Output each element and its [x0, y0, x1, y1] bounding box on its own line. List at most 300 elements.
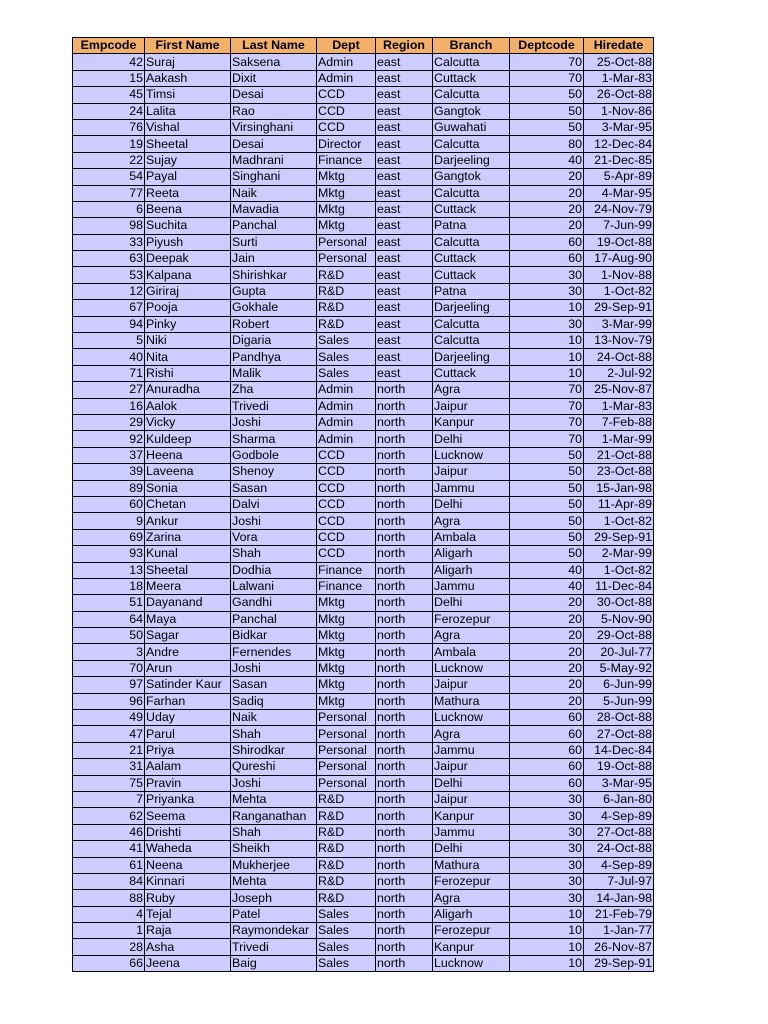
hiredate-cell: 14-Jan-98 — [584, 890, 654, 906]
branch-cell: Calcutta — [433, 185, 510, 201]
hiredate-cell: 3-Mar-95 — [584, 775, 654, 791]
branch-cell: Kanpur — [433, 939, 510, 955]
region-cell: east — [376, 103, 433, 119]
table-row — [73, 923, 654, 939]
last-name-cell: Godbole — [231, 447, 317, 463]
table-row — [73, 185, 654, 201]
hiredate-cell: 4-Sep-89 — [584, 857, 654, 873]
header-hiredate: Hiredate — [584, 38, 654, 54]
first-name-cell: Priyanka — [145, 791, 231, 807]
table-row — [73, 70, 654, 86]
deptcode-cell: 20 — [510, 201, 584, 217]
branch-cell: Ambala — [433, 529, 510, 545]
first-name-cell: Sujay — [145, 152, 231, 168]
hiredate-cell: 27-Oct-88 — [584, 726, 654, 742]
first-name-cell: Sheetal — [145, 562, 231, 578]
branch-cell: Delhi — [433, 841, 510, 857]
dept-cell: Sales — [317, 939, 376, 955]
hiredate-cell: 26-Oct-88 — [584, 87, 654, 103]
branch-cell: Calcutta — [433, 316, 510, 332]
deptcode-cell: 10 — [510, 906, 584, 922]
table-row — [73, 791, 654, 807]
deptcode-cell: 50 — [510, 447, 584, 463]
table-row — [73, 595, 654, 611]
empcode-cell: 84 — [73, 873, 145, 889]
branch-cell: Patna — [433, 218, 510, 234]
branch-cell: Delhi — [433, 595, 510, 611]
first-name-cell: Jeena — [145, 955, 231, 971]
last-name-cell: Sharma — [231, 431, 317, 447]
first-name-cell: Seema — [145, 808, 231, 824]
deptcode-cell: 40 — [510, 578, 584, 594]
header-deptcode: Deptcode — [510, 38, 584, 54]
table-row — [73, 742, 654, 758]
empcode-cell: 96 — [73, 693, 145, 709]
dept-cell: R&D — [317, 824, 376, 840]
dept-cell: Mktg — [317, 628, 376, 644]
last-name-cell: Joshi — [231, 660, 317, 676]
deptcode-cell: 10 — [510, 365, 584, 381]
empcode-cell: 71 — [73, 365, 145, 381]
table-row — [73, 873, 654, 889]
region-cell: north — [376, 398, 433, 414]
branch-cell: Gangtok — [433, 169, 510, 185]
empcode-cell: 1 — [73, 923, 145, 939]
dept-cell: Sales — [317, 923, 376, 939]
last-name-cell: Shirishkar — [231, 267, 317, 283]
first-name-cell: Kuldeep — [145, 431, 231, 447]
region-cell: east — [376, 333, 433, 349]
empcode-cell: 12 — [73, 283, 145, 299]
header-last-name: Last Name — [231, 38, 317, 54]
empcode-cell: 39 — [73, 464, 145, 480]
dept-cell: Sales — [317, 955, 376, 971]
branch-cell: Lucknow — [433, 447, 510, 463]
empcode-cell: 19 — [73, 136, 145, 152]
dept-cell: CCD — [317, 480, 376, 496]
empcode-cell: 29 — [73, 414, 145, 430]
last-name-cell: Malik — [231, 365, 317, 381]
table-row — [73, 906, 654, 922]
table-row — [73, 693, 654, 709]
region-cell: north — [376, 447, 433, 463]
region-cell: north — [376, 939, 433, 955]
deptcode-cell: 60 — [510, 234, 584, 250]
empcode-cell: 66 — [73, 955, 145, 971]
hiredate-cell: 23-Oct-88 — [584, 464, 654, 480]
first-name-cell: Sonia — [145, 480, 231, 496]
first-name-cell: Piyush — [145, 234, 231, 250]
dept-cell: CCD — [317, 447, 376, 463]
last-name-cell: Singhani — [231, 169, 317, 185]
deptcode-cell: 20 — [510, 595, 584, 611]
deptcode-cell: 60 — [510, 759, 584, 775]
empcode-cell: 70 — [73, 660, 145, 676]
dept-cell: CCD — [317, 529, 376, 545]
first-name-cell: Dayanand — [145, 595, 231, 611]
branch-cell: Ambala — [433, 644, 510, 660]
table-row — [73, 660, 654, 676]
last-name-cell: Panchal — [231, 611, 317, 627]
empcode-cell: 93 — [73, 546, 145, 562]
hiredate-cell: 1-Jan-77 — [584, 923, 654, 939]
dept-cell: Mktg — [317, 185, 376, 201]
last-name-cell: Desai — [231, 87, 317, 103]
first-name-cell: Anuradha — [145, 382, 231, 398]
deptcode-cell: 30 — [510, 791, 584, 807]
last-name-cell: Rao — [231, 103, 317, 119]
hiredate-cell: 28-Oct-88 — [584, 710, 654, 726]
table-row — [73, 841, 654, 857]
table-row — [73, 939, 654, 955]
deptcode-cell: 10 — [510, 939, 584, 955]
table-row — [73, 87, 654, 103]
empcode-cell: 33 — [73, 234, 145, 250]
first-name-cell: Lalita — [145, 103, 231, 119]
table-row — [73, 300, 654, 316]
deptcode-cell: 30 — [510, 316, 584, 332]
region-cell: east — [376, 316, 433, 332]
branch-cell: Cuttack — [433, 251, 510, 267]
dept-cell: CCD — [317, 87, 376, 103]
hiredate-cell: 25-Nov-87 — [584, 382, 654, 398]
hiredate-cell: 20-Jul-77 — [584, 644, 654, 660]
branch-cell: Darjeeling — [433, 300, 510, 316]
first-name-cell: Pravin — [145, 775, 231, 791]
employee-table — [72, 37, 654, 972]
first-name-cell: Suraj — [145, 54, 231, 70]
branch-cell: Guwahati — [433, 119, 510, 135]
first-name-cell: Kunal — [145, 546, 231, 562]
dept-cell: Sales — [317, 365, 376, 381]
deptcode-cell: 60 — [510, 742, 584, 758]
first-name-cell: Raja — [145, 923, 231, 939]
first-name-cell: Ankur — [145, 513, 231, 529]
region-cell: north — [376, 906, 433, 922]
branch-cell: Calcutta — [433, 54, 510, 70]
region-cell: north — [376, 562, 433, 578]
region-cell: east — [376, 152, 433, 168]
last-name-cell: Pandhya — [231, 349, 317, 365]
hiredate-cell: 24-Nov-79 — [584, 201, 654, 217]
first-name-cell: Uday — [145, 710, 231, 726]
empcode-cell: 46 — [73, 824, 145, 840]
hiredate-cell: 26-Nov-87 — [584, 939, 654, 955]
table-row — [73, 464, 654, 480]
first-name-cell: Giriraj — [145, 283, 231, 299]
deptcode-cell: 60 — [510, 251, 584, 267]
hiredate-cell: 2-Mar-99 — [584, 546, 654, 562]
last-name-cell: Surti — [231, 234, 317, 250]
empcode-cell: 6 — [73, 201, 145, 217]
branch-cell: Mathura — [433, 693, 510, 709]
branch-cell: Lucknow — [433, 710, 510, 726]
dept-cell: R&D — [317, 267, 376, 283]
branch-cell: Jammu — [433, 742, 510, 758]
dept-cell: Mktg — [317, 693, 376, 709]
table-body — [73, 54, 654, 972]
last-name-cell: Mehta — [231, 873, 317, 889]
dept-cell: R&D — [317, 808, 376, 824]
branch-cell: Agra — [433, 628, 510, 644]
hiredate-cell: 1-Oct-82 — [584, 283, 654, 299]
table-row — [73, 562, 654, 578]
dept-cell: R&D — [317, 791, 376, 807]
branch-cell: Agra — [433, 513, 510, 529]
table-row — [73, 726, 654, 742]
dept-cell: Sales — [317, 333, 376, 349]
dept-cell: R&D — [317, 316, 376, 332]
dept-cell: Sales — [317, 349, 376, 365]
table-row — [73, 169, 654, 185]
table-row — [73, 267, 654, 283]
empcode-cell: 49 — [73, 710, 145, 726]
table-row — [73, 890, 654, 906]
empcode-cell: 92 — [73, 431, 145, 447]
last-name-cell: Joshi — [231, 414, 317, 430]
empcode-cell: 89 — [73, 480, 145, 496]
first-name-cell: Andre — [145, 644, 231, 660]
dept-cell: Sales — [317, 906, 376, 922]
last-name-cell: Virsinghani — [231, 119, 317, 135]
last-name-cell: Fernendes — [231, 644, 317, 660]
table-row — [73, 496, 654, 512]
table-row — [73, 349, 654, 365]
deptcode-cell: 20 — [510, 185, 584, 201]
deptcode-cell: 30 — [510, 808, 584, 824]
table-row — [73, 546, 654, 562]
deptcode-cell: 10 — [510, 955, 584, 971]
first-name-cell: Reeta — [145, 185, 231, 201]
region-cell: east — [376, 218, 433, 234]
branch-cell: Ferozepur — [433, 611, 510, 627]
branch-cell: Gangtok — [433, 103, 510, 119]
branch-cell: Agra — [433, 726, 510, 742]
hiredate-cell: 3-Mar-99 — [584, 316, 654, 332]
last-name-cell: Sasan — [231, 480, 317, 496]
table-row — [73, 480, 654, 496]
hiredate-cell: 5-Jun-99 — [584, 693, 654, 709]
branch-cell: Jammu — [433, 578, 510, 594]
branch-cell: Agra — [433, 890, 510, 906]
first-name-cell: Payal — [145, 169, 231, 185]
first-name-cell: Niki — [145, 333, 231, 349]
header-empcode: Empcode — [73, 38, 145, 54]
last-name-cell: Madhrani — [231, 152, 317, 168]
empcode-cell: 42 — [73, 54, 145, 70]
last-name-cell: Gokhale — [231, 300, 317, 316]
last-name-cell: Digaria — [231, 333, 317, 349]
region-cell: east — [376, 87, 433, 103]
deptcode-cell: 30 — [510, 890, 584, 906]
branch-cell: Ferozepur — [433, 873, 510, 889]
region-cell: north — [376, 808, 433, 824]
table-row — [73, 955, 654, 971]
region-cell: north — [376, 628, 433, 644]
first-name-cell: Zarina — [145, 529, 231, 545]
deptcode-cell: 40 — [510, 152, 584, 168]
first-name-cell: Ruby — [145, 890, 231, 906]
first-name-cell: Heena — [145, 447, 231, 463]
branch-cell: Kanpur — [433, 414, 510, 430]
region-cell: north — [376, 759, 433, 775]
first-name-cell: Aalam — [145, 759, 231, 775]
branch-cell: Cuttack — [433, 267, 510, 283]
last-name-cell: Raymondekar — [231, 923, 317, 939]
region-cell: north — [376, 923, 433, 939]
empcode-cell: 45 — [73, 87, 145, 103]
empcode-cell: 50 — [73, 628, 145, 644]
empcode-cell: 64 — [73, 611, 145, 627]
deptcode-cell: 50 — [510, 119, 584, 135]
region-cell: north — [376, 578, 433, 594]
first-name-cell: Sagar — [145, 628, 231, 644]
dept-cell: CCD — [317, 103, 376, 119]
first-name-cell: Neena — [145, 857, 231, 873]
deptcode-cell: 50 — [510, 87, 584, 103]
dept-cell: R&D — [317, 283, 376, 299]
last-name-cell: Zha — [231, 382, 317, 398]
deptcode-cell: 70 — [510, 382, 584, 398]
first-name-cell: Aalok — [145, 398, 231, 414]
hiredate-cell: 1-Oct-82 — [584, 562, 654, 578]
dept-cell: Personal — [317, 710, 376, 726]
region-cell: north — [376, 726, 433, 742]
hiredate-cell: 21-Dec-85 — [584, 152, 654, 168]
region-cell: east — [376, 70, 433, 86]
empcode-cell: 53 — [73, 267, 145, 283]
region-cell: north — [376, 529, 433, 545]
hiredate-cell: 11-Apr-89 — [584, 496, 654, 512]
first-name-cell: Parul — [145, 726, 231, 742]
last-name-cell: Naik — [231, 710, 317, 726]
hiredate-cell: 29-Sep-91 — [584, 529, 654, 545]
hiredate-cell: 7-Jul-97 — [584, 873, 654, 889]
table-row — [73, 513, 654, 529]
deptcode-cell: 70 — [510, 431, 584, 447]
last-name-cell: Sheikh — [231, 841, 317, 857]
last-name-cell: Bidkar — [231, 628, 317, 644]
last-name-cell: Shah — [231, 726, 317, 742]
empcode-cell: 54 — [73, 169, 145, 185]
deptcode-cell: 30 — [510, 283, 584, 299]
deptcode-cell: 80 — [510, 136, 584, 152]
hiredate-cell: 17-Aug-90 — [584, 251, 654, 267]
last-name-cell: Robert — [231, 316, 317, 332]
deptcode-cell: 20 — [510, 644, 584, 660]
branch-cell: Delhi — [433, 496, 510, 512]
branch-cell: Jaipur — [433, 759, 510, 775]
region-cell: east — [376, 267, 433, 283]
first-name-cell: Suchita — [145, 218, 231, 234]
deptcode-cell: 30 — [510, 267, 584, 283]
last-name-cell: Ranganathan — [231, 808, 317, 824]
dept-cell: Mktg — [317, 218, 376, 234]
dept-cell: Mktg — [317, 201, 376, 217]
last-name-cell: Gandhi — [231, 595, 317, 611]
first-name-cell: Pooja — [145, 300, 231, 316]
hiredate-cell: 19-Oct-88 — [584, 234, 654, 250]
last-name-cell: Naik — [231, 185, 317, 201]
empcode-cell: 47 — [73, 726, 145, 742]
dept-cell: Finance — [317, 152, 376, 168]
hiredate-cell: 19-Oct-88 — [584, 759, 654, 775]
region-cell: north — [376, 742, 433, 758]
hiredate-cell: 14-Dec-84 — [584, 742, 654, 758]
last-name-cell: Lalwani — [231, 578, 317, 594]
last-name-cell: Sasan — [231, 677, 317, 693]
hiredate-cell: 4-Sep-89 — [584, 808, 654, 824]
dept-cell: Admin — [317, 398, 376, 414]
header-first-name: First Name — [145, 38, 231, 54]
hiredate-cell: 1-Nov-88 — [584, 267, 654, 283]
table-row — [73, 824, 654, 840]
deptcode-cell: 50 — [510, 513, 584, 529]
branch-cell: Delhi — [433, 775, 510, 791]
region-cell: east — [376, 136, 433, 152]
empcode-cell: 61 — [73, 857, 145, 873]
last-name-cell: Desai — [231, 136, 317, 152]
table-row — [73, 103, 654, 119]
last-name-cell: Shah — [231, 824, 317, 840]
empcode-cell: 13 — [73, 562, 145, 578]
region-cell: north — [376, 890, 433, 906]
empcode-cell: 77 — [73, 185, 145, 201]
last-name-cell: Shirodkar — [231, 742, 317, 758]
dept-cell: Admin — [317, 70, 376, 86]
table-row — [73, 414, 654, 430]
empcode-cell: 94 — [73, 316, 145, 332]
deptcode-cell: 20 — [510, 628, 584, 644]
hiredate-cell: 3-Mar-95 — [584, 119, 654, 135]
last-name-cell: Shah — [231, 546, 317, 562]
region-cell: east — [376, 201, 433, 217]
first-name-cell: Maya — [145, 611, 231, 627]
region-cell: north — [376, 382, 433, 398]
hiredate-cell: 29-Sep-91 — [584, 300, 654, 316]
region-cell: east — [376, 283, 433, 299]
deptcode-cell: 60 — [510, 775, 584, 791]
branch-cell: Aligarh — [433, 562, 510, 578]
deptcode-cell: 50 — [510, 546, 584, 562]
deptcode-cell: 70 — [510, 70, 584, 86]
deptcode-cell: 50 — [510, 529, 584, 545]
region-cell: north — [376, 857, 433, 873]
dept-cell: R&D — [317, 300, 376, 316]
last-name-cell: Gupta — [231, 283, 317, 299]
hiredate-cell: 27-Oct-88 — [584, 824, 654, 840]
dept-cell: Admin — [317, 382, 376, 398]
deptcode-cell: 10 — [510, 300, 584, 316]
hiredate-cell: 30-Oct-88 — [584, 595, 654, 611]
empcode-cell: 31 — [73, 759, 145, 775]
empcode-cell: 3 — [73, 644, 145, 660]
table-row — [73, 316, 654, 332]
region-cell: north — [376, 546, 433, 562]
header-row — [73, 38, 654, 54]
region-cell: north — [376, 775, 433, 791]
branch-cell: Kanpur — [433, 808, 510, 824]
region-cell: north — [376, 955, 433, 971]
deptcode-cell: 50 — [510, 480, 584, 496]
deptcode-cell: 20 — [510, 693, 584, 709]
dept-cell: Finance — [317, 578, 376, 594]
hiredate-cell: 1-Oct-82 — [584, 513, 654, 529]
dept-cell: Personal — [317, 759, 376, 775]
dept-cell: CCD — [317, 513, 376, 529]
last-name-cell: Trivedi — [231, 398, 317, 414]
first-name-cell: Meera — [145, 578, 231, 594]
